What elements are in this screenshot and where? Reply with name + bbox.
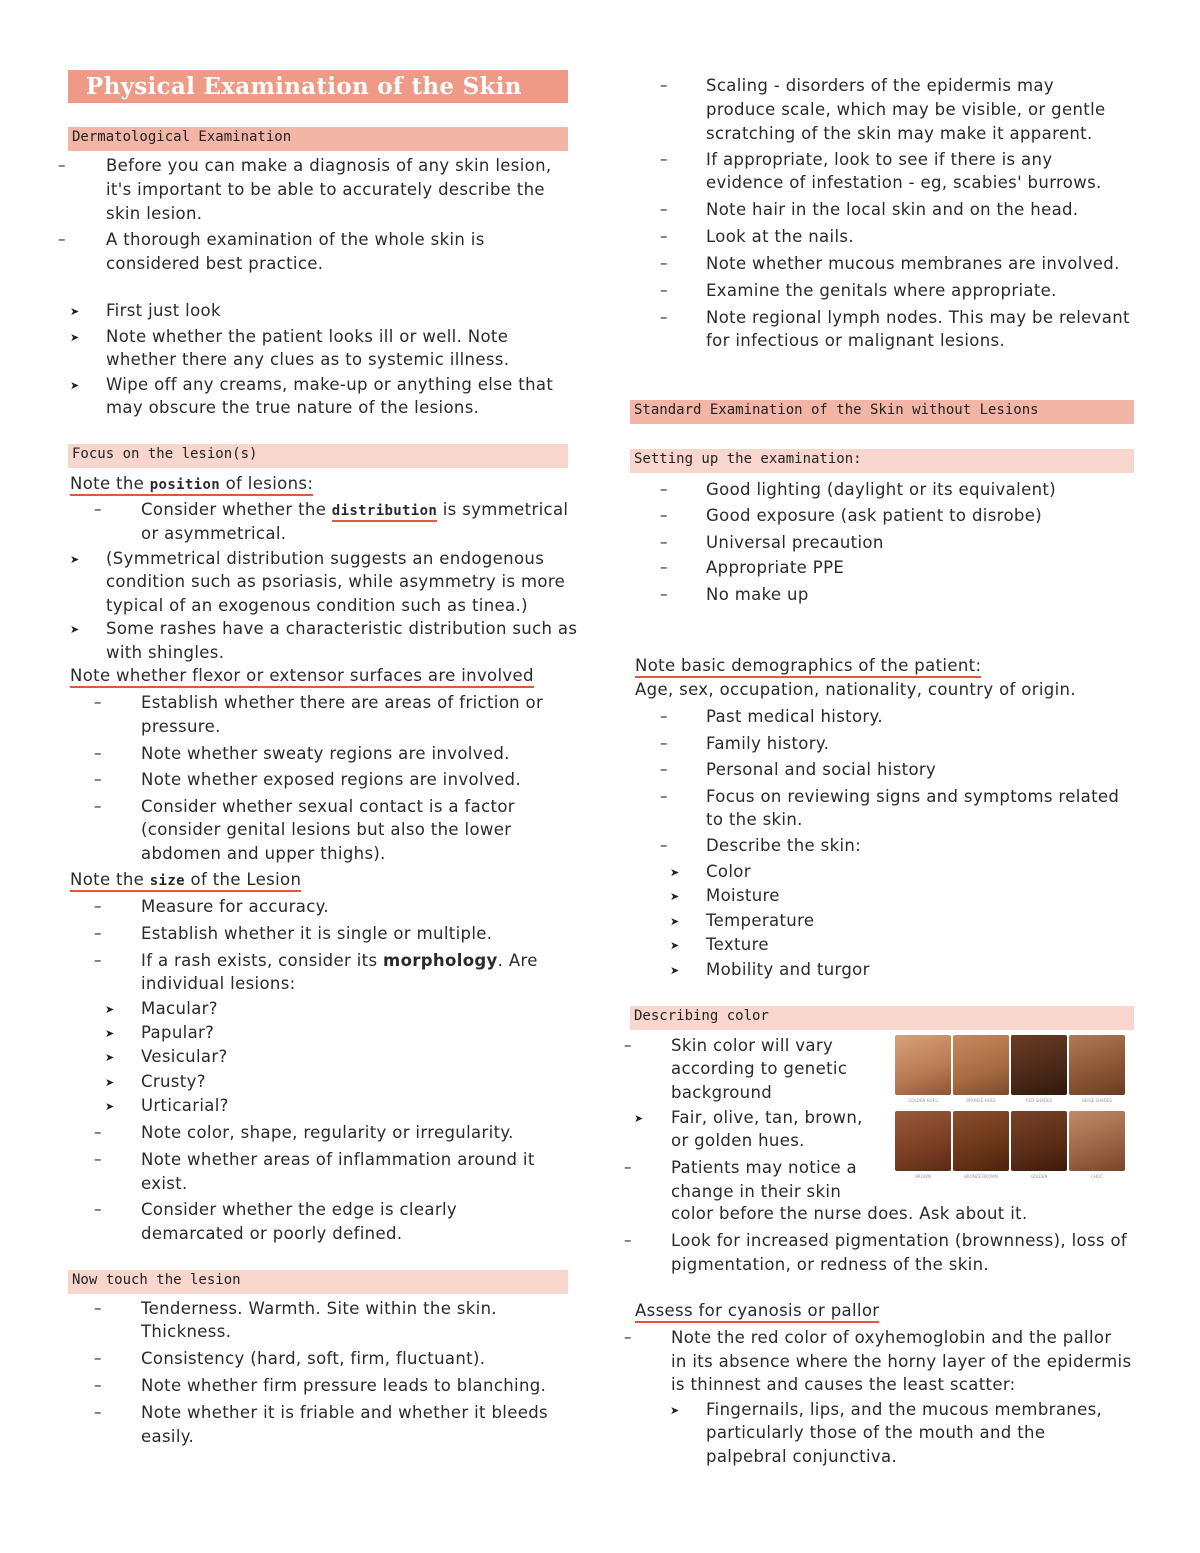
skin-tone-photo — [953, 1035, 1009, 1095]
text-line: Before you can make a diagnosis of any skin lesion, — [106, 156, 552, 175]
text-line: may obscure the true nature of the lesions. — [106, 398, 480, 417]
dash-bullet: – — [660, 480, 668, 498]
text-line: Thickness. — [141, 1322, 232, 1341]
dash-bullet: – — [660, 254, 668, 272]
text-line: Note whether areas of inflammation around it — [141, 1150, 535, 1169]
list-item: Universal precaution — [706, 533, 884, 552]
star-bullet-icon: ➤ — [70, 331, 80, 344]
text-line: produce scale, which may be visible, or gentle — [706, 100, 1106, 119]
list-item: Papular? — [141, 1023, 215, 1042]
text-line: particularly those of the mouth and the — [706, 1423, 1046, 1442]
section-header-dermatological — [68, 127, 568, 151]
star-bullet-icon: ➤ — [70, 623, 80, 636]
text-line: (Symmetrical distribution suggests an endogenous — [106, 549, 545, 568]
star-bullet-icon: ➤ — [105, 1051, 115, 1064]
star-bullet-icon: ➤ — [105, 1076, 115, 1089]
text-line: Consider whether sexual contact is a factor — [141, 797, 515, 816]
text-line: Note whether sweaty regions are involved. — [141, 744, 510, 763]
skin-tone-photo — [953, 1111, 1009, 1171]
text-line: color before the nurse does. Ask about it. — [671, 1204, 1028, 1223]
text-line: Note color, shape, regularity or irregularity. — [141, 1123, 514, 1142]
dash-bullet: – — [660, 760, 668, 778]
list-item: Urticarial? — [141, 1096, 229, 1115]
text-line: to the skin. — [706, 810, 803, 829]
dash-bullet: – — [94, 744, 102, 762]
text-line: Focus on reviewing signs and symptoms related — [706, 787, 1120, 806]
text-line: Look for increased pigmentation (brownness), loss of — [671, 1231, 1128, 1250]
text-line: in its absence where the horny layer of the epidermis — [671, 1352, 1132, 1371]
dash-bullet: – — [58, 156, 66, 174]
text-line: easily. — [141, 1427, 195, 1446]
subheading-demographics: Note basic demographics of the patient: — [635, 656, 981, 676]
dash-bullet: – — [94, 1349, 102, 1367]
text-line: A thorough examination of the whole skin is — [106, 230, 485, 249]
text-line: If a rash exists, consider its morphology. Are — [141, 951, 538, 970]
dash-bullet: – — [660, 281, 668, 299]
photo-caption: CHOC — [1091, 1174, 1103, 1179]
text-line: for infectious or malignant lesions. — [706, 331, 1006, 350]
list-item: Temperature — [706, 911, 815, 930]
text-line: abdomen and upper thighs). — [141, 844, 386, 863]
skin-tone-photo-grid — [895, 1035, 1135, 1180]
section-header-focus — [68, 444, 568, 468]
text-line: or asymmetrical. — [141, 524, 287, 543]
list-item: Moisture — [706, 886, 780, 905]
text-line: Some rashes have a characteristic distribution such as — [106, 619, 578, 638]
section-heading: Now touch the lesion — [72, 1272, 241, 1288]
dash-bullet: – — [660, 200, 668, 218]
list-item: Macular? — [141, 999, 218, 1018]
text-line: it's important to be able to accurately describe the — [106, 180, 545, 199]
text-line: or golden hues. — [671, 1131, 805, 1150]
dash-bullet: – — [94, 770, 102, 788]
text-line: Consistency (hard, soft, firm, fluctuant). — [141, 1349, 486, 1368]
text-line: Fingernails, lips, and the mucous membranes, — [706, 1400, 1103, 1419]
text-line: Note hair in the local skin and on the head. — [706, 200, 1079, 219]
text-line: condition such as psoriasis, while asymmetry is more — [106, 572, 566, 591]
star-bullet-icon: ➤ — [670, 915, 680, 928]
text-line: typical of an exogenous condition such as tinea.) — [106, 596, 528, 615]
dash-bullet: – — [94, 1403, 102, 1421]
star-bullet-icon: ➤ — [105, 1100, 115, 1113]
star-bullet-icon: ➤ — [105, 1003, 115, 1016]
text-line: Establish whether there are areas of friction or — [141, 693, 544, 712]
text-line: Scaling - disorders of the epidermis may — [706, 76, 1054, 95]
dash-bullet: – — [94, 1376, 102, 1394]
list-item: Appropriate PPE — [706, 558, 845, 577]
star-bullet-icon: ➤ — [105, 1027, 115, 1040]
dash-bullet: – — [94, 500, 102, 518]
text-line: Describe the skin: — [706, 836, 862, 855]
title-bar — [68, 70, 568, 103]
star-bullet-icon: ➤ — [670, 964, 680, 977]
section-heading: Focus on the lesion(s) — [72, 446, 258, 462]
text-line: Measure for accuracy. — [141, 897, 329, 916]
dash-bullet: – — [660, 707, 668, 725]
section-header-color — [630, 1006, 1134, 1030]
text-line: Note the red color of oxyhemoglobin and the pallor — [671, 1328, 1112, 1347]
dash-bullet: – — [660, 150, 668, 168]
photo-caption: GOLDEN — [1030, 1174, 1048, 1179]
dash-bullet: – — [58, 230, 66, 248]
text-line: exist. — [141, 1174, 188, 1193]
text-line: background — [671, 1083, 773, 1102]
text-line: First just look — [106, 301, 221, 320]
list-item: Mobility and turgor — [706, 960, 870, 979]
text-line: Note regional lymph nodes. This may be relevant — [706, 308, 1130, 327]
star-bullet-icon: ➤ — [670, 939, 680, 952]
skin-tone-photo — [1069, 1111, 1125, 1171]
photo-caption: RED SHADES — [1025, 1098, 1053, 1103]
text-line: Examine the genitals where appropriate. — [706, 281, 1057, 300]
text-line: Note whether exposed regions are involved. — [141, 770, 521, 789]
dash-bullet: – — [660, 76, 668, 94]
text-line: Family history. — [706, 734, 830, 753]
section-heading: Dermatological Examination — [72, 129, 292, 145]
dash-bullet: – — [660, 558, 668, 576]
list-item: No make up — [706, 585, 809, 604]
dash-bullet: – — [94, 1200, 102, 1218]
dash-bullet: – — [624, 1158, 632, 1176]
text-line: is thinnest and causes the least scatter: — [671, 1375, 1016, 1394]
star-bullet-icon: ➤ — [670, 890, 680, 903]
text-line: Patients may notice a — [671, 1158, 858, 1177]
dash-bullet: – — [94, 897, 102, 915]
dash-bullet: – — [94, 797, 102, 815]
section-heading: Setting up the examination: — [634, 451, 862, 467]
section-header-setup — [630, 449, 1134, 473]
section-heading: Describing color — [634, 1008, 769, 1024]
text-line: Consider whether the edge is clearly — [141, 1200, 458, 1219]
list-item: Good lighting (daylight or its equivalent) — [706, 480, 1056, 499]
dash-bullet: – — [660, 227, 668, 245]
text-line: Note whether mucous membranes are involved. — [706, 254, 1120, 273]
text-line: pigmentation, or redness of the skin. — [671, 1255, 989, 1274]
skin-tone-photo — [1069, 1035, 1125, 1095]
subheading-position: Note the position of lesions: — [70, 474, 313, 495]
dash-bullet: – — [660, 308, 668, 326]
dash-bullet: – — [660, 787, 668, 805]
text-line: Skin color will vary — [671, 1036, 834, 1055]
text-line: Past medical history. — [706, 707, 883, 726]
skin-tone-photo — [895, 1035, 951, 1095]
text-line: pressure. — [141, 717, 221, 736]
list-item: Good exposure (ask patient to disrobe) — [706, 506, 1043, 525]
text-line: Note whether the patient looks ill or well. Note — [106, 327, 509, 346]
subheading-flexor: Note whether flexor or extensor surfaces are involved — [70, 666, 534, 686]
text-line: Look at the nails. — [706, 227, 854, 246]
skin-tone-photo — [1011, 1035, 1067, 1095]
text-line: Age, sex, occupation, nationality, country of origin. — [635, 680, 1076, 699]
star-bullet-icon: ➤ — [70, 553, 80, 566]
skin-tone-photo — [1011, 1111, 1067, 1171]
text-line: Fair, olive, tan, brown, — [671, 1108, 863, 1127]
page-title: Physical Examination of the Skin — [86, 73, 522, 100]
star-bullet-icon: ➤ — [670, 866, 680, 879]
subheading-size: Note the size of the Lesion — [70, 870, 301, 891]
subheading-cyanosis: Assess for cyanosis or pallor — [635, 1301, 879, 1321]
text-line: If appropriate, look to see if there is any — [706, 150, 1053, 169]
text-line: Tenderness. Warmth. Site within the skin. — [141, 1299, 497, 1318]
text-line: Wipe off any creams, make-up or anything else that — [106, 375, 554, 394]
dash-bullet: – — [660, 734, 668, 752]
text-line: demarcated or poorly defined. — [141, 1224, 403, 1243]
dash-bullet: – — [624, 1036, 632, 1054]
text-line: Note whether it is friable and whether it bleeds — [141, 1403, 549, 1422]
text-line: scratching of the skin may make it apparent. — [706, 124, 1093, 143]
list-item: Crusty? — [141, 1072, 206, 1091]
dash-bullet: – — [660, 506, 668, 524]
star-bullet-icon: ➤ — [70, 305, 80, 318]
dash-bullet: – — [94, 924, 102, 942]
text-line: (consider genital lesions but also the lower — [141, 820, 512, 839]
photo-caption: BRONZE HUES — [966, 1098, 996, 1103]
text-line: Establish whether it is single or multiple. — [141, 924, 493, 943]
dash-bullet: – — [624, 1328, 632, 1346]
text-line: skin lesion. — [106, 204, 203, 223]
dash-bullet: – — [94, 693, 102, 711]
text-line: evidence of infestation - eg, scabies' burrows. — [706, 173, 1102, 192]
section-header-touch — [68, 1270, 568, 1294]
text-line: with shingles. — [106, 643, 225, 662]
list-item: Vesicular? — [141, 1047, 228, 1066]
text-line: Personal and social history — [706, 760, 937, 779]
photo-caption: BROWN — [915, 1174, 931, 1179]
text-line: palpebral conjunctiva. — [706, 1447, 898, 1466]
section-header-standard — [630, 400, 1134, 424]
text-line: according to genetic — [671, 1059, 848, 1078]
dash-bullet: – — [660, 836, 668, 854]
text-line: Consider whether the distribution is symmetrical — [141, 500, 568, 521]
list-item: Color — [706, 862, 751, 881]
dash-bullet: – — [94, 1123, 102, 1141]
star-bullet-icon: ➤ — [670, 1404, 680, 1417]
skin-tone-photo — [895, 1111, 951, 1171]
text-line: whether there any clues as to systemic illness. — [106, 350, 510, 369]
dash-bullet: – — [94, 1299, 102, 1317]
text-line: individual lesions: — [141, 974, 296, 993]
dash-bullet: – — [94, 1150, 102, 1168]
dash-bullet: – — [624, 1231, 632, 1249]
section-heading: Standard Examination of the Skin without Lesions — [634, 402, 1039, 418]
photo-caption: GOLDEN HUES — [908, 1098, 938, 1103]
text-line: Note whether firm pressure leads to blanching. — [141, 1376, 547, 1395]
dash-bullet: – — [660, 585, 668, 603]
photo-caption: BEIGE SHADES — [1082, 1098, 1112, 1103]
star-bullet-icon: ➤ — [70, 379, 80, 392]
dash-bullet: – — [94, 951, 102, 969]
text-line: change in their skin — [671, 1182, 842, 1201]
text-line: considered best practice. — [106, 254, 324, 273]
dash-bullet: – — [660, 533, 668, 551]
list-item: Texture — [706, 935, 769, 954]
star-bullet-icon: ➤ — [634, 1112, 644, 1125]
photo-caption: BRONZE BROWN — [964, 1174, 998, 1179]
